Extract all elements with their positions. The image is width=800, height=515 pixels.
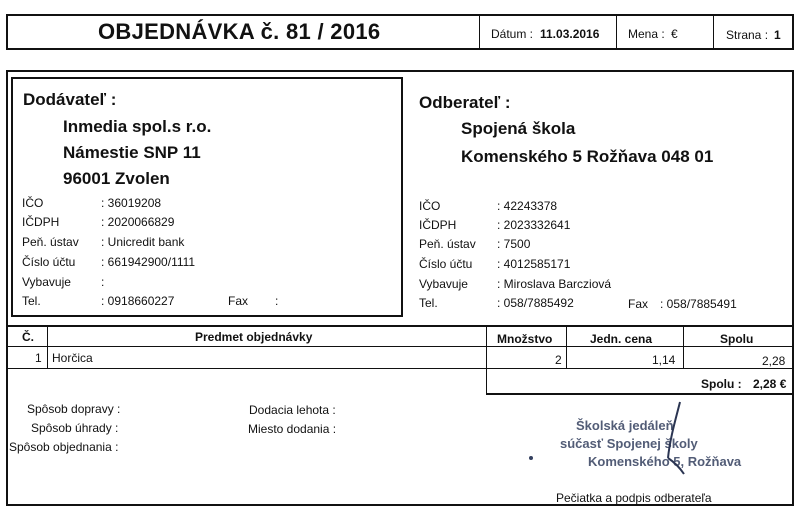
supplier-fax-label: Fax	[228, 294, 249, 308]
payment-label: Spôsob úhrady :	[31, 421, 119, 435]
page-value: 1	[774, 28, 781, 42]
customer-icdph-value: : 2023332641	[497, 218, 571, 232]
date-value: 11.03.2016	[540, 27, 600, 41]
customer-street: Komenského 5 Rožňava 048 01	[461, 147, 714, 166]
supplier-name: Inmedia spol.s r.o.	[63, 117, 212, 136]
supplier-fax-value: :	[275, 294, 279, 308]
order-title: OBJEDNÁVKA č. 81 / 2016	[98, 19, 381, 44]
customer-name: Spojená škola	[461, 119, 576, 138]
col-header-item: Predmet objednávky	[195, 330, 313, 344]
stamp-line: súčasť Spojenej školy	[560, 436, 698, 451]
currency-label: Mena :	[628, 27, 665, 41]
table-col-divider	[683, 326, 684, 368]
supplier-tel-value: : 0918660227	[101, 294, 175, 308]
transport-label: Spôsob dopravy :	[27, 402, 121, 416]
supplier-ico-label: IČO	[22, 196, 44, 210]
customer-tel-value: : 058/7885492	[497, 296, 574, 310]
ordering-label: Spôsob objednania :	[9, 440, 119, 454]
stamp-line: Komenského 5, Rožňava	[588, 454, 742, 469]
currency-value: €	[671, 27, 678, 41]
supplier-account-label: Číslo účtu	[22, 255, 76, 269]
header-divider	[479, 15, 480, 49]
sum-value: 2,28 €	[753, 377, 787, 391]
signature-mark	[640, 398, 700, 478]
page-label: Strana :	[726, 28, 769, 42]
customer-account-value: : 4012585171	[497, 257, 571, 271]
table-col-divider	[47, 326, 48, 368]
signature-label: Pečiatka a podpis odberateľa	[556, 491, 712, 505]
col-header-unit: Jedn. cena	[590, 332, 653, 346]
supplier-icdph-label: IČDPH	[22, 215, 60, 229]
header-divider	[616, 15, 617, 49]
supplier-heading: Dodávateľ :	[23, 90, 117, 109]
customer-handler-label: Vybavuje	[419, 277, 468, 291]
customer-bank-value: : 7500	[497, 237, 531, 251]
delivery-place-label: Miesto dodania :	[248, 422, 337, 436]
row-unit: 1,14	[652, 353, 676, 367]
customer-tel-label: Tel.	[419, 296, 438, 310]
customer-handler-value: : Miroslava Barcziová	[497, 277, 612, 291]
table-row-line	[7, 368, 793, 369]
header-divider	[713, 15, 714, 49]
customer-account-label: Číslo účtu	[419, 257, 473, 271]
delivery-term-label: Dodacia lehota :	[249, 403, 336, 417]
col-header-total: Spolu	[720, 332, 754, 346]
customer-fax-value: : 058/7885491	[660, 297, 737, 311]
supplier-handler-value: :	[101, 275, 105, 289]
row-qty: 2	[555, 353, 562, 367]
sum-label: Spolu :	[701, 377, 742, 391]
col-header-qty: Množstvo	[497, 332, 553, 346]
date-label: Dátum :	[491, 27, 534, 41]
table-sum-line	[486, 393, 793, 395]
supplier-city: 96001 Zvolen	[63, 169, 170, 188]
supplier-ico-value: : 36019208	[101, 196, 162, 210]
stamp-dot	[529, 456, 533, 460]
customer-icdph-label: IČDPH	[419, 218, 457, 232]
stamp-line: Školská jedáleň	[576, 418, 674, 433]
table-col-divider	[486, 326, 487, 395]
customer-bank-label: Peň. ústav	[419, 237, 476, 251]
col-header-no: Č.	[22, 330, 34, 344]
supplier-icdph-value: : 2020066829	[101, 215, 175, 229]
row-item: Horčica	[52, 351, 93, 365]
table-header-line	[7, 346, 793, 347]
supplier-bank-label: Peň. ústav	[22, 235, 79, 249]
supplier-street: Námestie SNP 11	[63, 143, 201, 162]
supplier-tel-label: Tel.	[22, 294, 41, 308]
supplier-bank-value: : Unicredit bank	[101, 235, 185, 249]
customer-ico-label: IČO	[419, 199, 441, 213]
customer-heading: Odberateľ :	[419, 93, 511, 112]
supplier-handler-label: Vybavuje	[22, 275, 71, 289]
row-no: 1	[35, 351, 42, 365]
table-col-divider	[566, 326, 567, 368]
supplier-account-value: : 661942900/1111	[101, 255, 196, 269]
customer-ico-value: : 42243378	[497, 199, 558, 213]
row-total: 2,28	[762, 354, 786, 368]
table-top-line	[7, 325, 793, 327]
customer-fax-label: Fax	[628, 297, 649, 311]
